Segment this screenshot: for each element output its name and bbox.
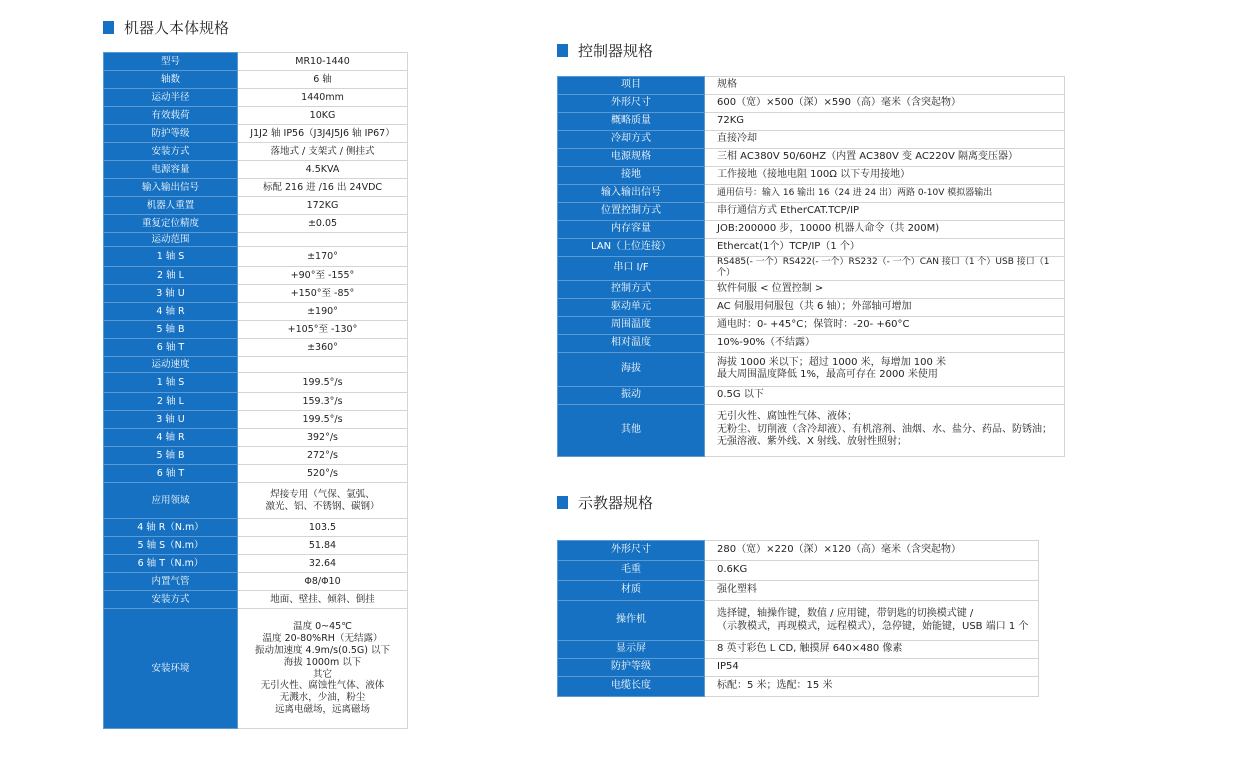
spec-value-line: JOB:200000 步，10000 机器人命令（共 200M) (717, 223, 940, 235)
table-row (104, 591, 408, 609)
spec-value-line: 72KG (717, 115, 745, 127)
pendant-spec-title-text: 示教器规格 (578, 494, 654, 512)
robot-spec-title-text: 机器人本体规格 (124, 19, 230, 37)
spec-value-line: 焊接专用（气保、氩弧、 (270, 488, 375, 500)
table-row (104, 357, 408, 373)
spec-value-line: J1J2 轴 IP56（J3J4J5J6 轴 IP67） (250, 127, 395, 139)
spec-label: 输入输出信号 (558, 185, 705, 203)
spec-value-line: 落地式 / 支架式 / 侧挂式 (270, 145, 375, 157)
spec-label: 内存容量 (558, 221, 705, 239)
title-marker-icon (557, 496, 568, 509)
table-row (558, 280, 1065, 298)
spec-value-line: 通电时：0- +45°C；保管时：-20- +60°C (717, 318, 910, 330)
table-row (104, 53, 408, 71)
table-row (558, 185, 1065, 203)
spec-value (238, 233, 408, 247)
table-row (558, 659, 1039, 677)
spec-value-line: 三相 AC380V 50/60HZ（内置 AC380V 变 AC220V 隔离变压器） (717, 151, 1018, 163)
spec-value (238, 321, 408, 339)
spec-value-line: 地面、壁挂、倾斜、倒挂 (270, 593, 375, 605)
table-row (104, 573, 408, 591)
table-row (558, 131, 1065, 149)
table-row (104, 89, 408, 107)
spec-value (705, 334, 1065, 352)
spec-value-line: 199.5°/s (302, 376, 343, 388)
table-row (558, 257, 1065, 281)
spec-value-line: +105°至 -130° (287, 323, 358, 335)
spec-value (238, 465, 408, 483)
spec-value-line: 392°/s (306, 431, 339, 443)
spec-label: 外形尺寸 (558, 541, 705, 561)
spec-value (238, 247, 408, 267)
table-row (104, 107, 408, 125)
spec-value (705, 298, 1065, 316)
spec-value-line: 51.84 (308, 539, 337, 551)
spec-value-line: 8 英寸彩色 L CD, 触摸屏 640×480 像素 (717, 643, 903, 655)
spec-label: 运动范围 (104, 233, 238, 247)
spec-value-line: 其它 (312, 668, 332, 680)
spec-label: 2 轴 L (104, 393, 238, 411)
spec-value-line: 温度 0~45℃ (293, 621, 352, 632)
spec-value (705, 167, 1065, 185)
spec-value-line: 工作接地（接地电阻 100Ω 以下专用接地） (717, 169, 911, 181)
spec-value (238, 555, 408, 573)
spec-value (238, 609, 408, 729)
controller-spec-title-text: 控制器规格 (578, 42, 654, 60)
spec-value-line: 0.6KG (717, 564, 748, 576)
table-row (104, 215, 408, 233)
spec-value-line: ±0.05 (307, 217, 338, 229)
spec-label: 6 轴 T（N.m） (104, 555, 238, 573)
spec-label: 输入输出信号 (104, 179, 238, 197)
spec-value (238, 429, 408, 447)
spec-label: 轴数 (104, 71, 238, 89)
spec-value-line: 无强溶液、紫外线、X 射线、放射性照射； (717, 436, 908, 448)
controller-spec-title (557, 40, 653, 61)
table-row (104, 233, 408, 247)
spec-value (705, 185, 1065, 203)
spec-value (238, 447, 408, 465)
table-row (558, 541, 1039, 561)
spec-value-line: IP54 (717, 661, 739, 673)
spec-label: 4 轴 R (104, 303, 238, 321)
spec-value-line: 软件伺服 < 位置控制 > (717, 282, 824, 294)
table-row (104, 429, 408, 447)
spec-label: 其他 (558, 404, 705, 456)
table-row (558, 298, 1065, 316)
spec-value-line: MR10-1440 (295, 55, 350, 67)
spec-value (705, 352, 1065, 386)
spec-value-line: 199.5°/s (302, 413, 343, 425)
spec-value (705, 581, 1039, 601)
spec-label: 运动半径 (104, 89, 238, 107)
table-row (104, 373, 408, 393)
spec-value-line: 10%-90%（不结露） (717, 336, 816, 348)
spec-label: 相对温度 (558, 334, 705, 352)
spec-label: 机器人重置 (104, 197, 238, 215)
spec-label: 应用领域 (104, 483, 238, 519)
spec-value (238, 215, 408, 233)
spec-value-line: 远离电磁场，远离磁场 (274, 704, 370, 716)
spec-label: 运动速度 (104, 357, 238, 373)
spec-label: 重复定位精度 (104, 215, 238, 233)
spec-value (705, 541, 1039, 561)
spec-label: 位置控制方式 (558, 203, 705, 221)
spec-value (705, 659, 1039, 677)
spec-value (238, 591, 408, 609)
table-row (104, 285, 408, 303)
spec-value-line: 600（宽）×500（深）×590（高）毫米（含突起物） (717, 97, 962, 109)
table-row (558, 95, 1065, 113)
table-row (558, 203, 1065, 221)
spec-value (238, 179, 408, 197)
table-row (104, 179, 408, 197)
spec-value (705, 257, 1065, 281)
title-marker-icon (103, 21, 114, 34)
spec-label: 安装方式 (104, 143, 238, 161)
spec-label: 电缆长度 (558, 677, 705, 697)
spec-value-line: （示教模式，再现模式，远程模式），急停键，始能键，USB 端口 1 个 (717, 620, 1029, 632)
spec-value (705, 641, 1039, 659)
spec-label: 5 轴 B (104, 447, 238, 465)
table-row (104, 267, 408, 285)
spec-label: 项目 (558, 77, 705, 95)
pendant-spec-table (557, 540, 1039, 697)
spec-value-line: 直接冷却 (717, 133, 757, 145)
spec-label: 外形尺寸 (558, 95, 705, 113)
spec-value-line: 强化塑料 (717, 584, 757, 596)
table-row (104, 393, 408, 411)
spec-value-line: 4.5KVA (305, 163, 340, 175)
table-row (104, 447, 408, 465)
title-marker-icon (557, 44, 568, 57)
spec-label: 2 轴 L (104, 267, 238, 285)
spec-value-line: +150°至 -85° (290, 287, 355, 299)
spec-value-line: ±190° (307, 305, 338, 317)
spec-value-line: 串行通信方式 EtherCAT.TCP/IP (717, 205, 860, 217)
table-row (104, 465, 408, 483)
table-row (104, 537, 408, 555)
spec-value-line: 选择键，轴操作键，数值 / 应用键，带钥匙的切换模式键 / (717, 608, 974, 619)
spec-value (238, 339, 408, 357)
spec-value (705, 239, 1065, 257)
table-row (558, 677, 1039, 697)
spec-value (238, 393, 408, 411)
spec-value-line: Φ8/Φ10 (304, 575, 341, 587)
spec-value-line: 温度 20-80%RH（无结露） (262, 632, 383, 644)
spec-label: 周围温度 (558, 316, 705, 334)
spec-value (238, 285, 408, 303)
spec-label: 显示屏 (558, 641, 705, 659)
spec-value (238, 71, 408, 89)
table-row (104, 519, 408, 537)
spec-value-line: 激光、铝、不锈钢、碳钢） (265, 500, 380, 512)
spec-value (705, 404, 1065, 456)
table-row (104, 161, 408, 179)
spec-label: 接地 (558, 167, 705, 185)
spec-label: 控制方式 (558, 280, 705, 298)
spec-value-line: 海拔 1000 米以下；超过 1000 米，每增加 100 米 (717, 356, 947, 368)
spec-label: 材质 (558, 581, 705, 601)
spec-value (705, 601, 1039, 641)
table-row (104, 71, 408, 89)
table-row (104, 125, 408, 143)
spec-value (238, 303, 408, 321)
table-row (104, 197, 408, 215)
controller-spec-table (557, 76, 1065, 457)
table-row (558, 316, 1065, 334)
spec-value (705, 561, 1039, 581)
spec-label: 振动 (558, 386, 705, 404)
spec-label: 5 轴 B (104, 321, 238, 339)
spec-value (705, 131, 1065, 149)
spec-label: 有效载荷 (104, 107, 238, 125)
spec-label: 4 轴 R (104, 429, 238, 447)
table-row (558, 386, 1065, 404)
spec-label: 毛重 (558, 561, 705, 581)
table-row (558, 221, 1065, 239)
spec-label: 型号 (104, 53, 238, 71)
spec-value (238, 143, 408, 161)
spec-value-line: 规格 (717, 79, 737, 91)
table-row (558, 149, 1065, 167)
table-row (558, 641, 1039, 659)
spec-value (238, 373, 408, 393)
table-row (104, 143, 408, 161)
spec-value-line: 通用信号：输入 16 输出 16（24 进 24 出）两路 0-10V 模拟器输出 (717, 187, 993, 198)
spec-value-line: 280（宽）×220（深）×120（高）毫米（含突起物） (717, 544, 962, 556)
spec-value-line: 无溅水，少油，粉尘 (279, 692, 366, 704)
table-row (558, 601, 1039, 641)
spec-value (705, 149, 1065, 167)
spec-label: 操作机 (558, 601, 705, 641)
spec-value-line: 无引火性、腐蚀性气体、液体 (260, 680, 385, 692)
spec-label: 概略质量 (558, 113, 705, 131)
spec-value (705, 77, 1065, 95)
table-row (558, 334, 1065, 352)
robot-spec-table (103, 52, 408, 729)
spec-value-line: 振动加速度 4.9m/s(0.5G) 以下 (255, 644, 390, 656)
spec-value-line: 最大周围温度降低 1%，最高可存在 2000 米使用 (717, 369, 938, 380)
pendant-spec-title (557, 492, 653, 513)
spec-value (238, 161, 408, 179)
spec-value (238, 89, 408, 107)
spec-value-line: +90°至 -155° (290, 269, 355, 281)
spec-label: 防护等级 (558, 659, 705, 677)
spec-label: 4 轴 R（N.m） (104, 519, 238, 537)
spec-label: 3 轴 U (104, 285, 238, 303)
spec-label: 1 轴 S (104, 373, 238, 393)
spec-value (238, 519, 408, 537)
table-row (104, 555, 408, 573)
spec-value (238, 411, 408, 429)
table-row (104, 321, 408, 339)
spec-label: 1 轴 S (104, 247, 238, 267)
spec-value-line: AC 伺服用伺服包（共 6 轴）；外部轴可增加 (717, 300, 912, 312)
spec-value (238, 483, 408, 519)
table-row (558, 239, 1065, 257)
spec-label: 5 轴 S（N.m） (104, 537, 238, 555)
spec-label: 防护等级 (104, 125, 238, 143)
spec-label: 海拔 (558, 352, 705, 386)
spec-value-line: 无粉尘、切削液（含冷却液）、有机溶剂、油烟、水、盐分、药品、防锈油； (717, 423, 1052, 435)
spec-value-line: RS485(- 一个）RS422(- 一个）RS232（- 一个）CAN 接口（1 个）USB 接口（1 个） (717, 257, 1050, 279)
spec-value-line: 1440mm (301, 91, 344, 103)
spec-value (705, 316, 1065, 334)
spec-value-line: 159.3°/s (302, 395, 343, 407)
table-row (558, 167, 1065, 185)
table-row (558, 77, 1065, 95)
spec-value-line: ±170° (307, 250, 338, 262)
spec-value-line: ±360° (307, 341, 338, 353)
table-row (558, 113, 1065, 131)
spec-label: 串口 I/F (558, 257, 705, 281)
spec-label: 驱动单元 (558, 298, 705, 316)
spec-label: 6 轴 T (104, 465, 238, 483)
spec-value (238, 357, 408, 373)
spec-value-line: 32.64 (308, 557, 337, 569)
spec-value (705, 677, 1039, 697)
spec-value (238, 107, 408, 125)
robot-spec-title (103, 17, 229, 38)
table-row (104, 303, 408, 321)
spec-value-line: 172KG (306, 199, 339, 211)
spec-label: 冷却方式 (558, 131, 705, 149)
spec-value (705, 386, 1065, 404)
spec-value-line: 520°/s (306, 467, 339, 479)
spec-value (238, 573, 408, 591)
spec-value (238, 53, 408, 71)
spec-label: 安装方式 (104, 591, 238, 609)
spec-value (238, 197, 408, 215)
table-row (104, 609, 408, 729)
table-row (558, 404, 1065, 456)
table-row (558, 581, 1039, 601)
spec-value-line: 0.5G 以下 (717, 388, 764, 400)
spec-value-line: 标配 216 进 /16 出 24VDC (262, 181, 383, 193)
spec-value (705, 280, 1065, 298)
spec-value (238, 125, 408, 143)
spec-value-line: 10KG (309, 109, 336, 121)
spec-value-line: 标配：5 米；选配：15 米 (717, 680, 833, 692)
spec-label: 安装环境 (104, 609, 238, 729)
spec-value-line: 6 轴 (313, 73, 332, 85)
spec-label: 电源容量 (104, 161, 238, 179)
table-row (104, 483, 408, 519)
spec-value (705, 221, 1065, 239)
spec-label: LAN（上位连接） (558, 239, 705, 257)
spec-value-line: 272°/s (306, 449, 339, 461)
spec-value (705, 95, 1065, 113)
spec-value (238, 267, 408, 285)
table-row (104, 339, 408, 357)
spec-label: 6 轴 T (104, 339, 238, 357)
spec-value (705, 203, 1065, 221)
table-row (558, 352, 1065, 386)
spec-label: 3 轴 U (104, 411, 238, 429)
spec-label: 电源规格 (558, 149, 705, 167)
spec-value (705, 113, 1065, 131)
spec-value-line: 103.5 (308, 521, 337, 533)
table-row (104, 247, 408, 267)
spec-value-line: 无引火性、腐蚀性气体、液体； (717, 411, 857, 423)
spec-value-line: 海拔 1000m 以下 (283, 656, 362, 668)
table-row (558, 561, 1039, 581)
table-row (104, 411, 408, 429)
spec-value-line: Ethercat(1个）TCP/IP（1 个） (717, 241, 860, 253)
spec-label: 内置气管 (104, 573, 238, 591)
spec-value (238, 537, 408, 555)
